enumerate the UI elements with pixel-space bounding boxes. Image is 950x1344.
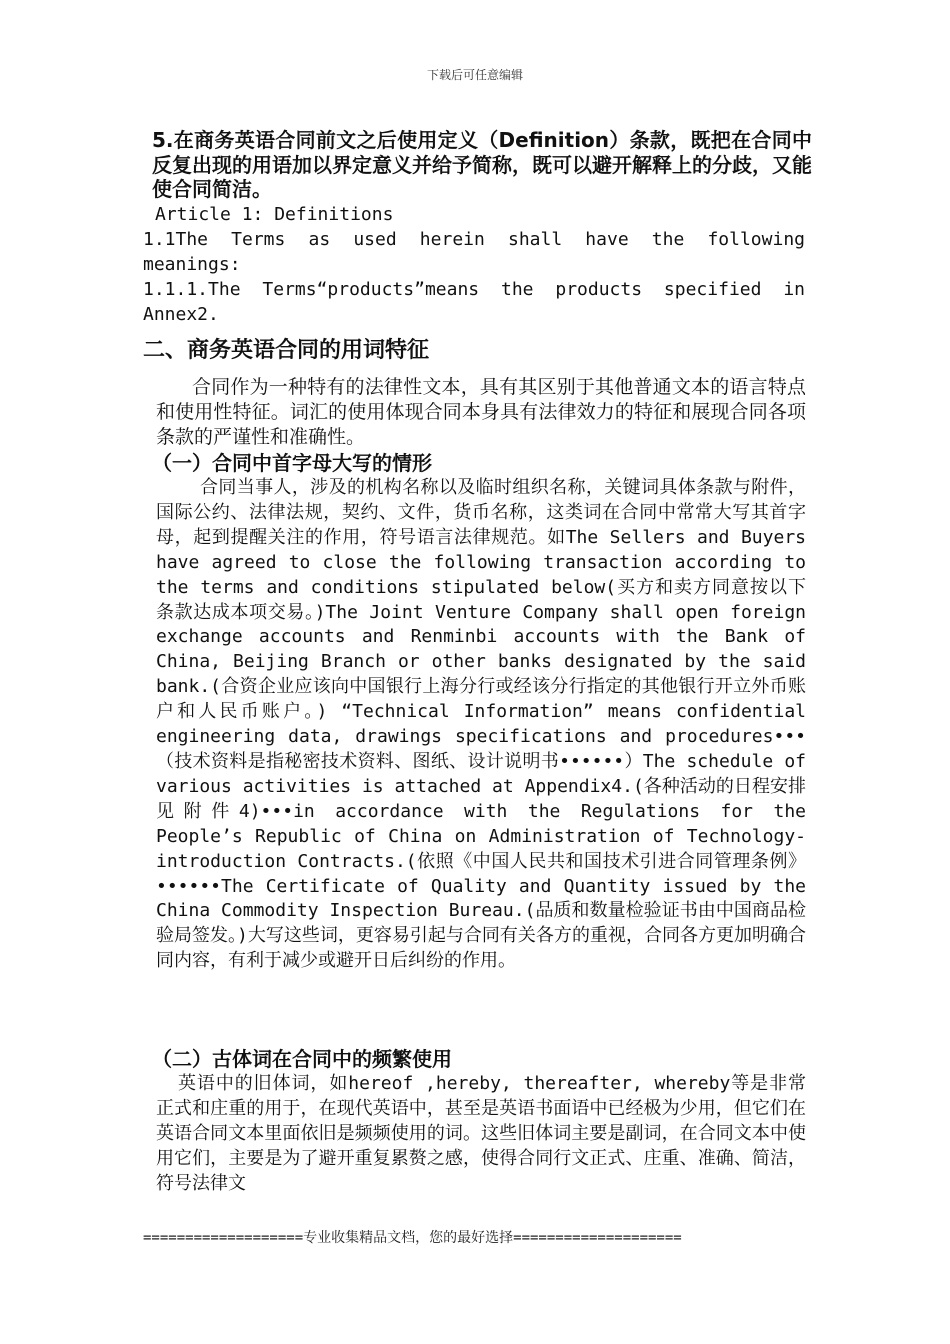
page-footer: ===================专业收集精品文档，您的最好选择====================	[143, 1230, 682, 1246]
subsection-1-body: 合同当事人，涉及的机构名称以及临时组织名称，关键词具体条款与附件，国际公约、法律法规，契约、文件，货币名称，这类词在合同中常常大写其首字母，起到提醒关注的作用，符号语言法律规范。如The Sellers and Buyers have agreed to close the following transaction according to the terms and conditions stipulated below(买方和卖方同意按以下条款达成本项交易。)The Joint Venture Company shall open foreign exchange accounts and Renminbi accounts with the Bank of China, Beijing Branch or other banks designated by the said bank.(合资企业应该向中国银行上海分行或经该分行指定的其他银行开立外币账户和人民币账户。) “Technical Information” means confidential engineering data, drawings specifications and procedures•••（技术资料是指秘密技术资料、图纸、设计说明书••••••）The schedule of various activities is attached at Appendix4.(各种活动的日程安排见附件4)•••in accordance with the Regulations for the People’s Republic of China on Administration of Technology-introduction Contracts.(依照《中国人民共和国技术引进合同管理条例》••••••The Certificate of Quality and Quantity issued by the China Commodity Inspection Bureau.(品质和数量检验证书由中国商品检验局签发。)大写这些词，更容易引起与合同有关各方的重视，合同各方更加明确合同内容，有利于减少或避开日后纠纷的作用。	[156, 477, 806, 972]
clause-1-1-1: 1.1.1.The Terms“products”means the products specified in Annex2.	[143, 279, 805, 325]
section-5-heading: 5.在商务英语合同前文之后使用定义（Definition）条款，既把在合同中反复出现的用语加以界定意义并给予简称，既可以避开解释上的分歧，又能使合同简洁。	[152, 128, 812, 201]
page-header-note: 下载后可任意编辑	[426, 68, 523, 82]
subsection-1-title: （一）合同中首字母大写的情形	[152, 451, 432, 475]
subsection-2-title: （二）古体词在合同中的频繁使用	[152, 1047, 452, 1071]
subsection-2-body: 英语中的旧体词，如hereof ,hereby, thereafter, whereby等是非常正式和庄重的用于，在现代英语中，甚至是英语书面语中已经极为少用，但它们在英语合同文本里面依旧是频频使用的词。这些旧体词主要是副词，在合同文本中使用它们，主要是为了避开重复累赘之感，使得合同行文正式、庄重、准确、简洁，符号法律文	[156, 1073, 806, 1194]
chapter-2-intro: 合同作为一种特有的法律性文本，具有其区别于其他普通文本的语言特点和使用性特征。词汇的使用体现合同本身具有法律效力的特征和展现合同各项条款的严谨性和准确性。	[156, 376, 806, 448]
article-title: Article 1: Definitions	[155, 204, 394, 225]
chapter-2-title: 二、商务英语合同的用词特征	[143, 338, 430, 363]
clause-1-1: 1.1The Terms as used herein shall have the following meanings:	[143, 229, 805, 275]
